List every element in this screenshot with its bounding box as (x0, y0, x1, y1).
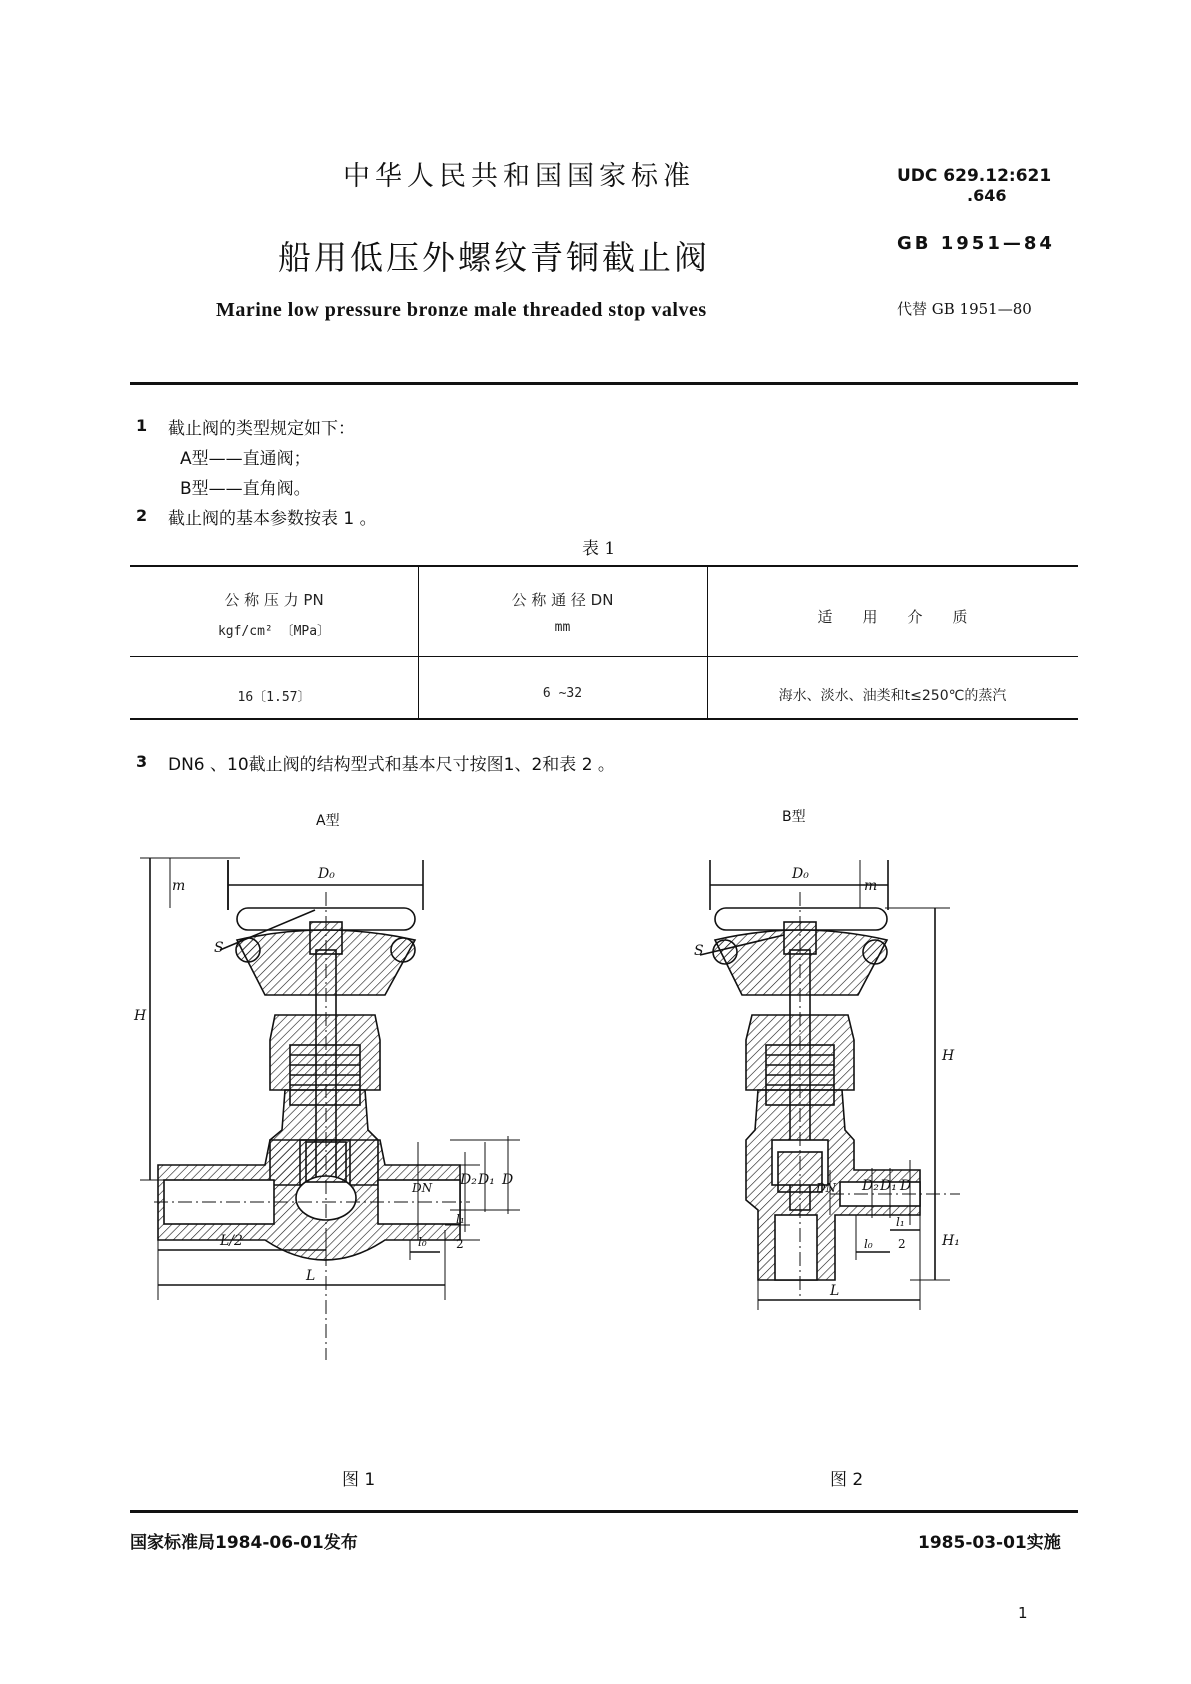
replaces-note: 代替 GB 1951—80 (897, 300, 1032, 318)
dim-m: m (864, 878, 878, 894)
figure-1-drawing (134, 840, 570, 1410)
clause-1-type-a: A型——直通阀； (180, 449, 311, 469)
table-cell: 海水、淡水、油类和t≤250℃的蒸汽 (778, 688, 1007, 704)
clause-1-text: 截止阀的类型规定如下： (168, 419, 355, 439)
dim-DN: DN (816, 1181, 837, 1195)
issue-date: 国家标准局1984-06-01发布 (130, 1533, 358, 1553)
dim-2: 2 (456, 1237, 464, 1251)
document-title: 船用低压外螺纹青铜截止阀 (278, 238, 710, 277)
table-header-diameter: 公 称 通 径 DN (511, 591, 614, 609)
dim-H1: H₁ (942, 1233, 960, 1249)
page-number: 1 (1018, 1604, 1028, 1622)
header-rule (130, 382, 1078, 385)
gb-number: GB 1951—84 (897, 233, 1055, 254)
dim-m: m (172, 878, 186, 894)
dim-l0: l₀ (418, 1235, 427, 1249)
label-S: S (694, 943, 704, 959)
table-header-pressure: 公 称 压 力 PN (224, 591, 324, 609)
footer-rule (130, 1510, 1078, 1513)
dim-L: L (830, 1283, 840, 1299)
udc-code-cont: .646 (967, 186, 1007, 205)
dim-D: D (502, 1172, 514, 1188)
table-header-rule (130, 656, 1078, 657)
effective-date: 1985-03-01实施 (918, 1533, 1061, 1553)
table-header-pressure-unit: kgf/cm² 〔MPa〕 (217, 624, 331, 639)
dim-L: L (306, 1268, 316, 1284)
dim-L-half: L/2 (220, 1233, 243, 1249)
dim-DN: DN (412, 1181, 433, 1195)
figure-2-drawing (680, 840, 1020, 1380)
udc-code: UDC 629.12:621 (897, 166, 1052, 186)
table-bottom-rule (130, 718, 1078, 720)
dim-D1: D₁ (880, 1178, 897, 1194)
clause-1-number: 1 (136, 416, 148, 435)
clause-3-number: 3 (136, 752, 148, 771)
clause-2-number: 2 (136, 506, 148, 525)
dim-D1: D₁ (478, 1172, 495, 1188)
label-S: S (214, 940, 224, 956)
dim-D: D (900, 1178, 912, 1194)
clause-1-type-b: B型——直角阀。 (180, 479, 311, 499)
table-cell: 6 ~32 (542, 686, 583, 701)
standard-title: 中华人民共和国国家标准 (343, 161, 695, 192)
english-title: Marine low pressure bronze male threaded stop valves (216, 299, 707, 321)
dim-D0: D₀ (792, 866, 809, 882)
table-top-rule (130, 565, 1078, 567)
table-caption: 表 1 (582, 539, 616, 559)
dim-D2: D₂ (862, 1178, 879, 1194)
dim-l1: l₁ (456, 1212, 465, 1226)
dim-2: 2 (898, 1237, 906, 1251)
figure-1-type: A型 (316, 813, 340, 829)
dim-D0: D₀ (318, 866, 335, 882)
clause-2-text: 截止阀的基本参数按表 1 。 (168, 509, 377, 529)
dim-l1: l₁ (896, 1215, 905, 1229)
clause-3-text: DN6 、10截止阀的结构型式和基本尺寸按图1、2和表 2 。 (168, 755, 615, 775)
table-header-medium: 适 用 介 质 (817, 608, 968, 626)
dim-l0: l₀ (864, 1237, 873, 1251)
dim-H: H (134, 1008, 147, 1024)
table-cell: 16〔1.57〕 (237, 690, 311, 705)
table-header-diameter-unit: mm (554, 620, 571, 635)
dim-D2: D₂ (460, 1172, 477, 1188)
figure-2-type: B型 (782, 809, 806, 825)
figure-1-caption: 图 1 (342, 1470, 376, 1490)
figure-2-caption: 图 2 (830, 1470, 864, 1490)
dim-H: H (942, 1048, 955, 1064)
